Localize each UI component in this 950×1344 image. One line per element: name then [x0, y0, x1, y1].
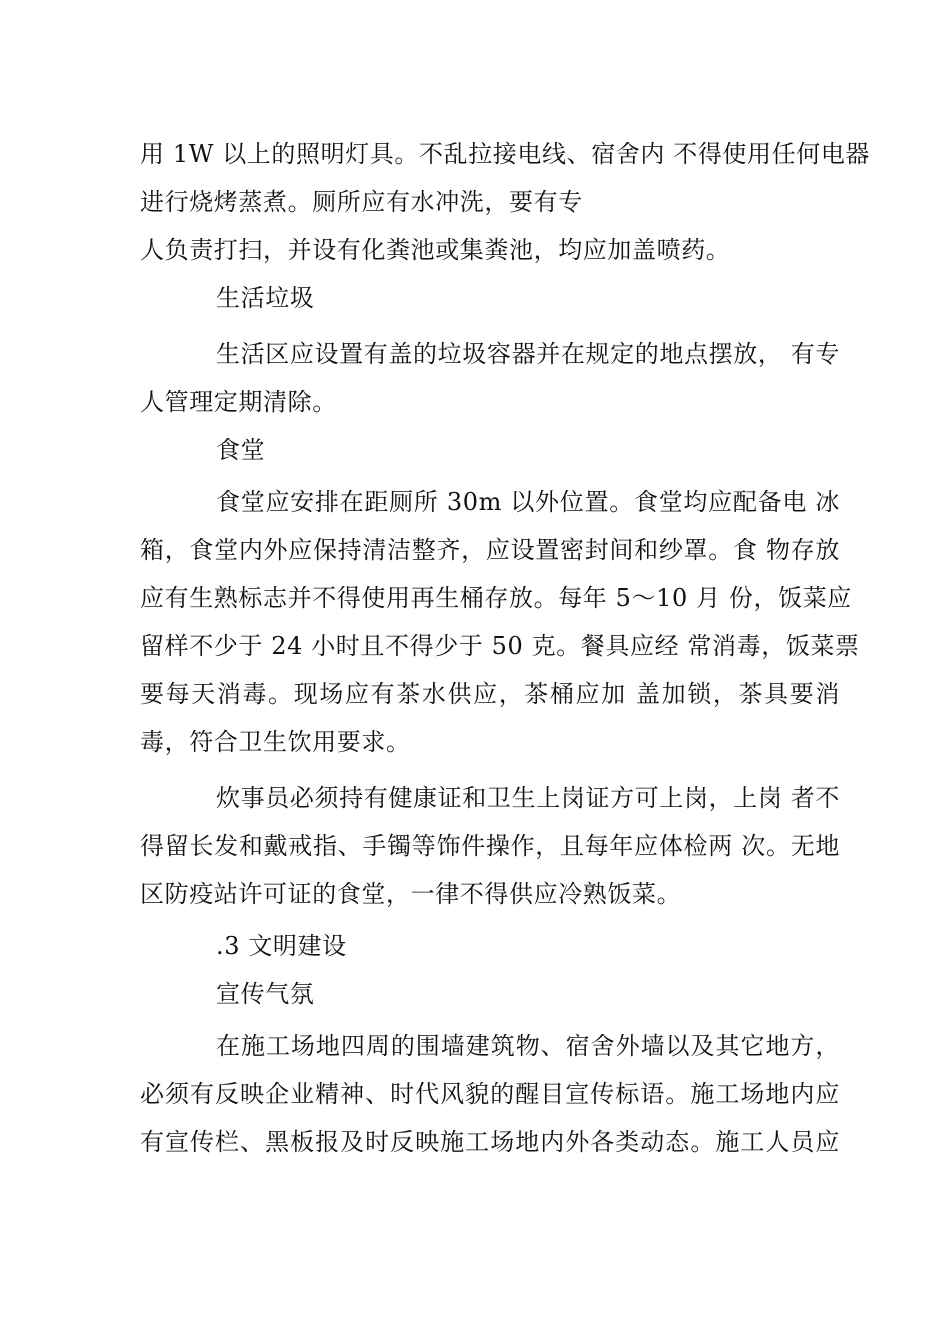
- text-line: 区防疫站许可证的食堂，一律不得供应冷熟饭菜。: [140, 880, 682, 908]
- text-line: 食堂应安排在距厕所 30m 以外位置。食堂均应配备电 冰: [216, 488, 840, 516]
- text-line: 进行烧烤蒸煮。厕所应有水冲洗，要有专: [140, 188, 583, 216]
- section-number-heading: .3 文明建设: [216, 932, 347, 960]
- text-line: 应有生熟标志并不得使用再生桶存放。每年 5〜10 月 份，饭菜应: [140, 584, 852, 612]
- section-heading: 食堂: [216, 436, 266, 464]
- text-line: 有宣传栏、黑板报及时反映施工场地内外各类动态。施工人员应: [140, 1128, 840, 1156]
- text-line: 得留长发和戴戒指、手镯等饰件操作，且每年应体检两 次。无地: [140, 832, 840, 860]
- text-line: 用 1W 以上的照明灯具。不乱拉接电线、宿舍内 不得使用任何电器: [140, 140, 871, 168]
- text-line: 必须有反映企业精神、时代风貌的醒目宣传标语。施工场地内应: [140, 1080, 840, 1108]
- text-line: 箱，食堂内外应保持清洁整齐，应设置密封间和纱罩。食 物存放: [140, 536, 840, 564]
- text-line: 留样不少于 24 小时且不得少于 50 克。餐具应经 常消毒，饭菜票: [140, 632, 860, 660]
- section-heading: 生活垃圾: [216, 284, 315, 312]
- text-line: 生活区应设置有盖的垃圾容器并在规定的地点摆放， 有专: [216, 340, 840, 368]
- text-line: 人管理定期清除。: [140, 388, 337, 416]
- text-line: 人负责打扫，并设有化粪池或集粪池，均应加盖喷药。: [140, 236, 731, 264]
- section-heading: 宣传气氛: [216, 980, 315, 1008]
- text-line: 要每天消毒。现场应有茶水供应，茶桶应加 盖加锁，茶具要消: [140, 680, 840, 708]
- text-line: 炊事员必须持有健康证和卫生上岗证方可上岗，上岗 者不: [216, 784, 840, 812]
- text-line: 毒，符合卫生饮用要求。: [140, 728, 411, 756]
- text-line: 在施工场地四周的围墙建筑物、宿舍外墙以及其它地方，: [216, 1032, 840, 1060]
